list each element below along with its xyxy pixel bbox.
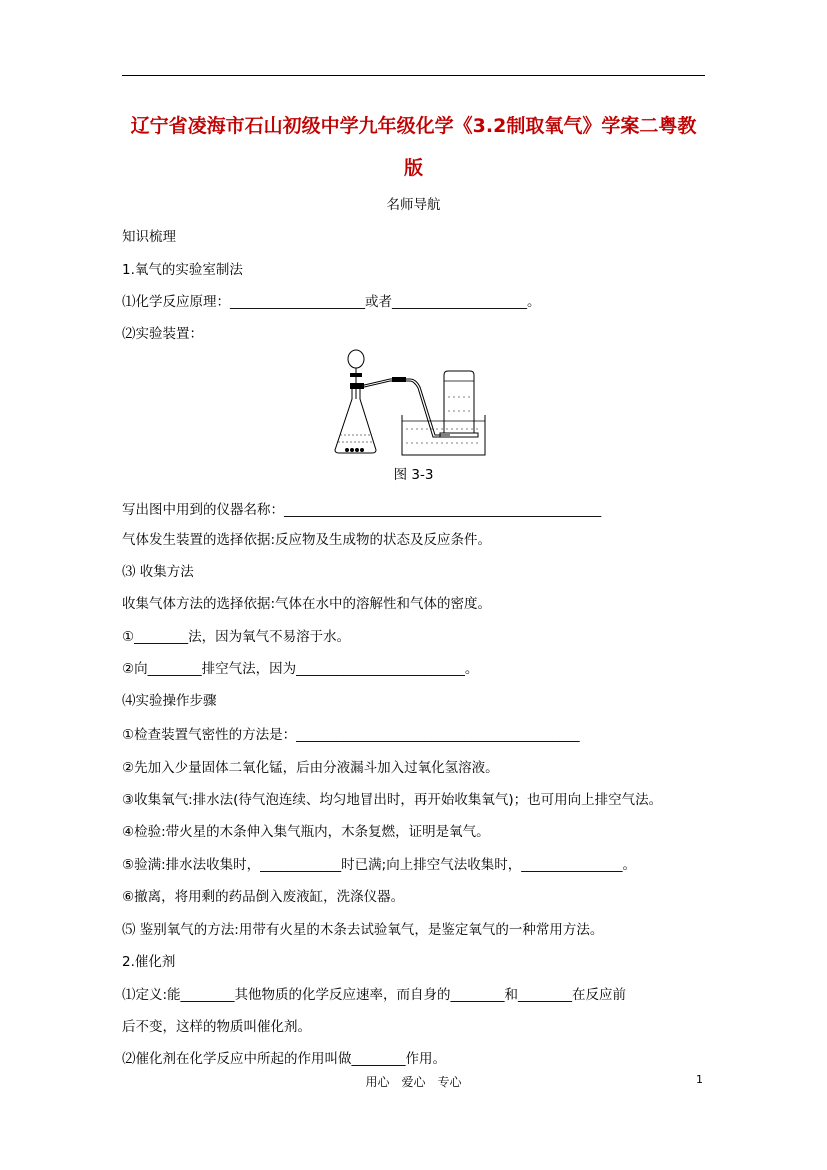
figure-caption: 图 3-3 bbox=[393, 467, 434, 483]
question-catalyst-definition-cont: 后不变，这样的物质叫催化剂。 bbox=[122, 1019, 311, 1035]
document-title-line-1: 辽宁省凌海市石山初级中学九年级化学《3.2制取氧气》学案二粤教 bbox=[130, 115, 697, 137]
subheading-collection: ⑶ 收集方法 bbox=[122, 564, 194, 580]
topic-heading: 1.氧气的实验室制法 bbox=[122, 262, 243, 278]
section-heading: 名师导航 bbox=[386, 197, 441, 213]
page-number: 1 bbox=[696, 1073, 703, 1086]
step-collect-oxygen: ③收集氧气:排水法(待气泡连续、均匀地冒出时，再开始收集氧气)；也可用向上排空气法。 bbox=[122, 792, 663, 808]
step-cleanup: ⑥撤离，将用剩的药品倒入废液缸，洗涤仪器。 bbox=[122, 889, 405, 905]
topic-catalyst: 2.催化剂 bbox=[122, 954, 176, 970]
step-add-reagents: ②先加入少量固体二氧化锰，后由分液漏斗加入过氧化氢溶液。 bbox=[122, 760, 499, 776]
step-test: ④检验:带火星的木条伸入集气瓶内，木条复燃，证明是氧气。 bbox=[122, 824, 490, 840]
subheading-steps: ⑷实验操作步骤 bbox=[122, 693, 217, 709]
paragraph-identify-oxygen: ⑸ 鉴别氧气的方法:用带有火星的木条去试验氧气，是鉴定氧气的一种常用方法。 bbox=[122, 922, 604, 938]
question-full-check: ⑤验满:排水法收集时，____________时已满;向上排空气法收集时，_______________。 bbox=[122, 857, 636, 873]
header-rule bbox=[122, 75, 705, 76]
question-water-method: ①________法，因为氧气不易溶于水。 bbox=[122, 629, 351, 645]
apparatus-figure bbox=[330, 347, 490, 459]
question-instrument-names: 写出图中用到的仪器名称：_______________________________________________ bbox=[122, 502, 602, 518]
question-catalyst-definition: ⑴定义:能________其他物质的化学反应速率，而自身的________和________在反应前 bbox=[122, 987, 627, 1003]
paragraph-collection-basis: 收集气体方法的选择依据:气体在水中的溶解性和气体的密度。 bbox=[122, 596, 492, 612]
question-reaction-principle: ⑴化学反应原理：____________________或者____________________。 bbox=[122, 294, 541, 310]
question-airtightness: ①检查装置气密性的方法是：__________________________________________ bbox=[122, 727, 580, 743]
question-air-method: ②向________排空气法，因为_________________________。 bbox=[122, 661, 479, 677]
subsection-heading: 知识梳理 bbox=[122, 229, 176, 245]
document-title-line-2: 版 bbox=[403, 157, 423, 179]
paragraph-generator-basis: 气体发生装置的选择依据:反应物及生成物的状态及反应条件。 bbox=[122, 532, 492, 548]
footer-motto: 用心 爱心 专心 bbox=[365, 1075, 462, 1089]
question-apparatus: ⑵实验装置： bbox=[122, 326, 203, 342]
question-catalytic-effect: ⑵催化剂在化学反应中所起的作用叫做________作用。 bbox=[122, 1051, 446, 1067]
